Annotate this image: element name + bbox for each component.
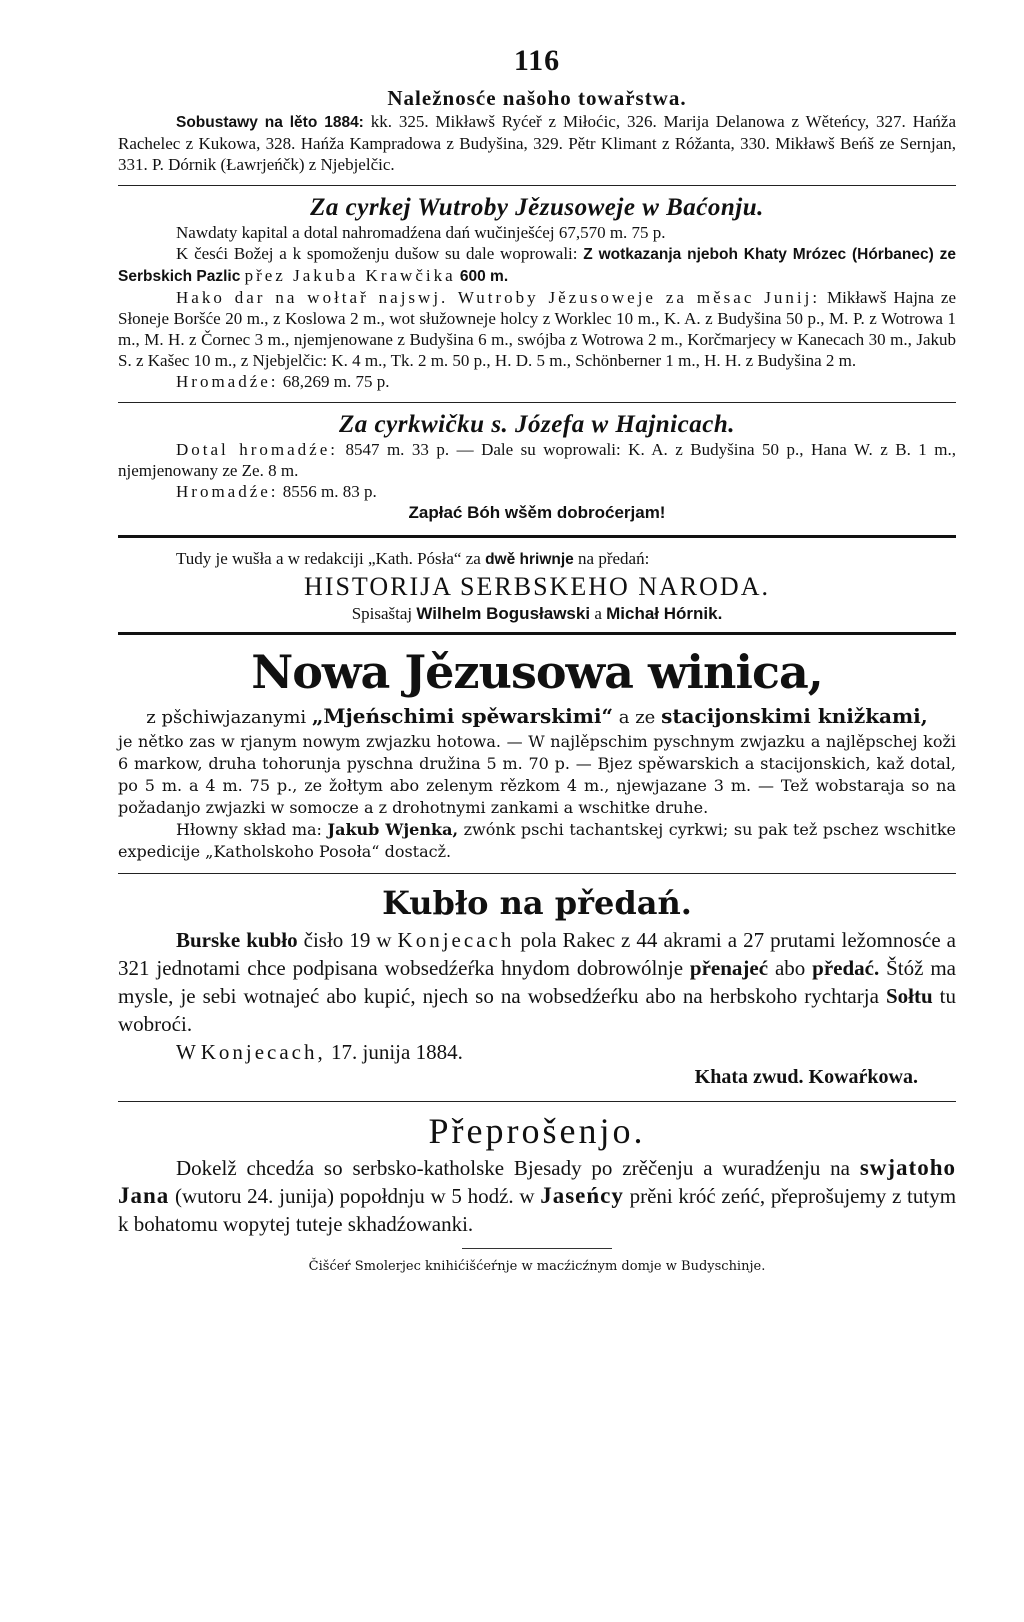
farm-e: přenajeć	[689, 956, 769, 980]
book-authors	[118, 604, 956, 624]
bequest-intro: K česći Božej a k spomoženju dušow su dale woprowali:	[176, 244, 578, 263]
authors-d: Michał Hórnik.	[606, 604, 723, 623]
section-title-chapel: Za cyrkwičku s. Józefa w Hajnicach.	[339, 411, 735, 438]
book-notice	[118, 548, 956, 570]
divider	[118, 402, 956, 403]
bequest-amount: 600 m.	[459, 268, 509, 285]
section-title-dues: Naležnosće našoho towařstwa.	[387, 86, 687, 110]
divider	[118, 185, 956, 186]
bequest-source: Z wotkazanja njeboh Khaty Mrózec (Hórbanec) ze Serbskich Pazlic	[118, 246, 957, 285]
dues-body: kk. 325. Mikławš Ryćeř z Miłoćic, 326. Marija Delanowa z Wěteńcy, 327. Hańža Rachelec z Kukowa, 328. Hańža Kampradowa z Budyšina, 329. Pětr Klimant z Róžanta, 330. Mikławš Beńš ze Sernjan, 331. P. Dórnik (Ławrjeńčk) z Njebjelčic.	[118, 112, 957, 174]
invitation-text	[118, 1154, 956, 1238]
farm-f: abo	[774, 956, 806, 980]
place-a: W	[176, 1040, 196, 1064]
hymnal-description: je nětko zas w rjanym nowym zwjazku hotowa. — W najlěpschim pyschnym zwjazku a najlěpschej koži 6 markow, druha tohorunja pyschna družina 5 m. 70 p. — Bjez spěwarskich a stacijonskich, kaž dotal, po 5 m. a 4 m. 75 p., ze žołtym abo zelenym rězkom 4 m., njewjazane 3 m. — Tež wobstaraja so na požadanjo zwjazki w somocze a z drohotnymi zankami a wschitke druhe.	[118, 732, 956, 817]
farm-sale-text	[118, 926, 956, 1038]
hymnal-sub-b: „Mjeńschimi spěwarskimi“	[311, 704, 613, 728]
hymnal-store	[118, 819, 956, 863]
donations-intro: Hako dar na wołtař najswj. Wutroby Jězusoweje za měsac Junij:	[176, 288, 821, 307]
page-number: 116	[513, 44, 561, 77]
dues-paragraph	[118, 111, 956, 175]
chapel-paragraph	[118, 439, 956, 481]
farm-signature: Khata zwud. Kowaŕkowa.	[694, 1066, 918, 1088]
divider-short	[462, 1248, 612, 1249]
farm-h: Štóž ma mysle, je sebi wotnajeć abo kupić, njech so na wobsedźeŕku abo na herbskoho rychtarja	[118, 956, 957, 1008]
farm-j: tu wobroći.	[118, 984, 957, 1036]
hymnal-sub-c: a ze	[618, 707, 656, 728]
inv-b: swjatoho Jana	[118, 1155, 956, 1208]
chapel-sofar-label: Dotal hromadźe:	[176, 440, 338, 459]
farm-i: Sołtu	[885, 984, 933, 1008]
authors-b: Wilhelm Bogusławski	[416, 604, 591, 623]
hymnal-sub-a: z pšchiwjazanymi	[146, 707, 307, 728]
church-total-label: Hromadźe:	[176, 372, 279, 391]
farm-b: čisło 19 w	[303, 928, 392, 952]
thanks-line	[118, 502, 956, 523]
hymnal-title: Nowa Jězusowa winica,	[251, 645, 823, 699]
place-c: 17. junija 1884.	[331, 1040, 463, 1064]
church-donations	[118, 287, 956, 371]
chapel-sofar-text: 8547 m. 33 p. — Dale su woprowali: K. A. z Budyšina 50 p., Hana W. z B. 1 m., njemjenowany ze Ze. 8 m.	[118, 440, 956, 480]
farm-d: pola Rakec z 44 akrami a 27 prutami ležomnosće a 321 jednotami chce podpisana wobsedźeŕka hnydom dobrowólnje	[118, 928, 956, 980]
inv-c: (wutoru 24. junija) popołdnju w 5 hodź. w	[175, 1184, 535, 1208]
dues-lead: Sobustawy na lěto 1884:	[176, 114, 364, 131]
divider-thick	[118, 632, 956, 635]
farm-sale-title: Kubło na předań.	[382, 884, 692, 922]
church-bequest	[118, 243, 956, 287]
page	[118, 40, 956, 1274]
hymnal-store-a: Hłowny skład ma:	[176, 820, 322, 839]
thanks-text: Zapłać Bóh wšěm dobroćerjam!	[408, 503, 666, 522]
book-notice-a: Tudy je wušła a w redakciji „Kath. Pósła“ za	[176, 549, 481, 568]
chapel-total	[118, 481, 956, 502]
divider-thick	[118, 535, 956, 538]
chapel-total-label: Hromadźe:	[176, 482, 279, 501]
hymnal-store-b: Jakub Wjenka,	[327, 820, 459, 839]
church-total-value: 68,269 m. 75 p.	[282, 372, 390, 391]
divider	[118, 873, 956, 874]
authors-a: Spisaštaj	[351, 604, 413, 623]
donations-list: Mikławš Hajna ze Słoneje Boršće 20 m., z Koslowa 2 m., wot słužowneje holcy z Worklec 10 m., K. A. z Budyšina 50 p., M. P. z Wotrowa 1 m., M. H. z Čornec 3 m., njemjenowane z Budyšina 6 m., swójba z Wotrowa 2 m., Korčmarjecy w Kanecach 30 m., Jakub S. z Kašec 10 m., z Njebjelčic: K. 4 m., Tk. 2 m. 50 p., H. D. 5 m., Schönberner 1 m., H. H. z Budyšina 2 m.	[118, 288, 956, 370]
church-total	[118, 371, 956, 392]
authors-c: a	[594, 604, 602, 623]
section-title-church: Za cyrkej Wutroby Jězusoweje w Baćonju.	[310, 194, 764, 221]
printer-imprint: Čišćeŕ Smolerjec knihićišćeŕnje w macźicźnym domje w Budyschinje.	[308, 1259, 766, 1274]
farm-c: Konjecach	[397, 928, 515, 952]
bequest-via: přez Jakuba Krawčika	[244, 266, 456, 285]
farm-a: Burske kubło	[176, 928, 298, 952]
farm-g: předać.	[812, 956, 880, 980]
divider	[118, 1101, 956, 1102]
inv-a: Dokelž chcedźa so serbsko-katholske Bjesady po zrěčenju a wuradźenju na	[176, 1156, 850, 1180]
book-notice-c: na předań:	[578, 549, 650, 568]
inv-e: prěni króć zeńć, přeprošujemy z tutym k bohatomu wopytej tuteje skhadźowanki.	[118, 1184, 957, 1236]
invitation-title: Přeprošenjo.	[428, 1111, 646, 1151]
hymnal-subtitle	[118, 703, 956, 731]
book-title: HISTORIJA SERBSKEHO NARODA.	[304, 572, 770, 601]
place-b: Konjecach,	[200, 1040, 326, 1064]
inv-d: Jaseńcy	[540, 1183, 624, 1208]
book-price: dwě hriwnje	[485, 551, 574, 568]
farm-place-date	[118, 1038, 956, 1066]
hymnal-store-c: zwónk pschi tachantskej cyrkwi; su pak tež pschez wschitke expedicije „Katholskoho Posoła“ dostacž.	[118, 820, 956, 861]
chapel-total-value: 8556 m. 83 p.	[282, 482, 377, 501]
hymnal-sub-d: stacijonskimi knižkami,	[661, 704, 928, 728]
church-capital: Nawdaty kapital a dotal nahromadźena dań wučinješćej 67,570 m. 75 p.	[176, 223, 666, 242]
